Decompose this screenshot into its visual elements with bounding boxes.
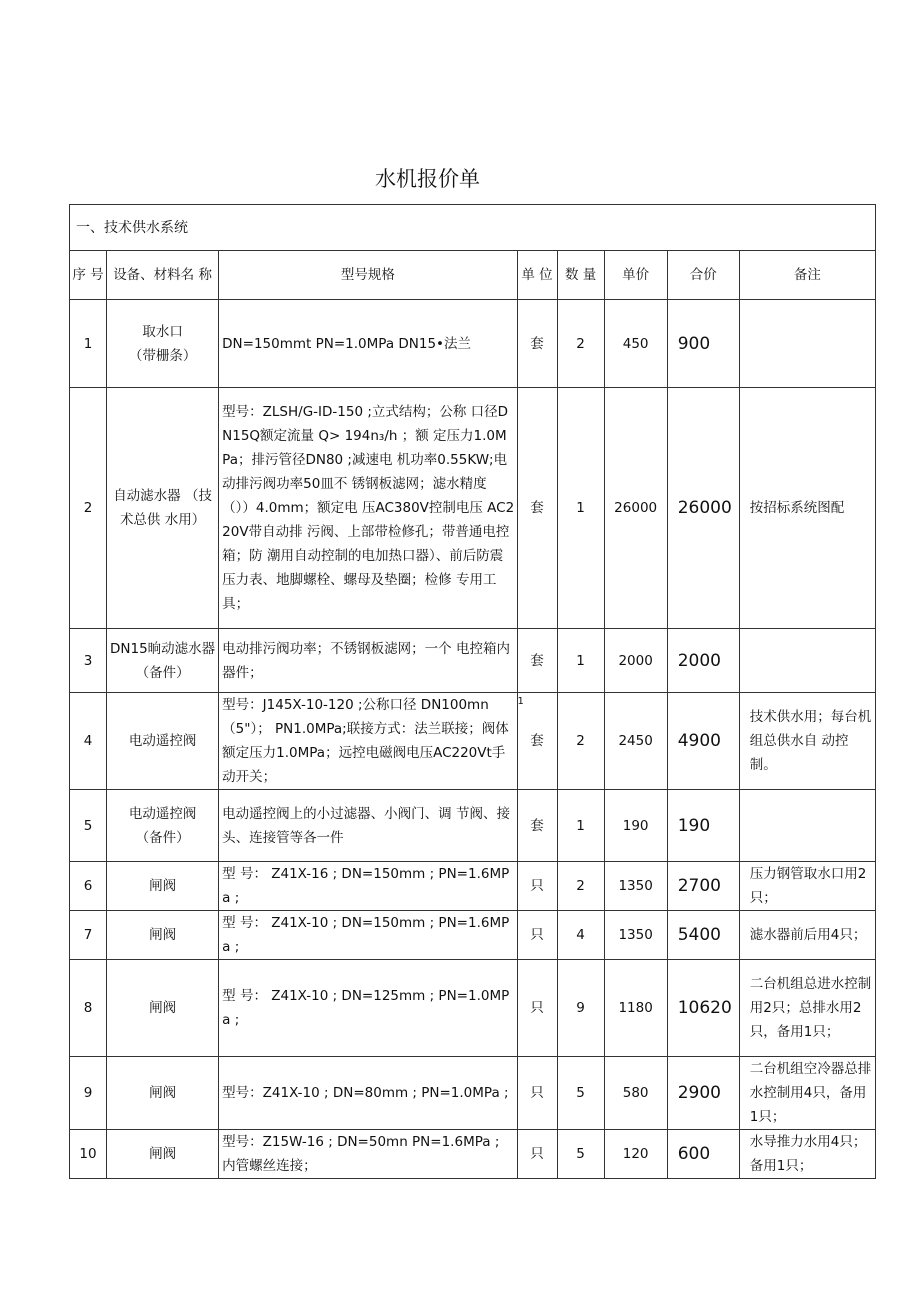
row-spec: DN=150mmt PN=1.0MPa DN15•法兰 (219, 300, 517, 388)
row-spec: 型号：J145X-10-120 ;公称口径 DN100mn （5"）； PN1.0MPa;联接方式：法兰联接；阀体额定压力1.0MPa；远控电磁阀电压AC220Vt手动开关； (219, 693, 517, 790)
row-note: 二台机组总进水控制用2只；总排水用2只，备用1只； (739, 960, 875, 1057)
row-qty: 5 (557, 1130, 604, 1179)
row-note (739, 300, 875, 388)
row-price: 2450 (604, 693, 667, 790)
page-title: 水机报价单 (375, 167, 480, 191)
row-unit: 套 1 (517, 693, 557, 790)
row-unit: 套 (517, 790, 557, 862)
row-total: 600 (667, 1130, 739, 1179)
row-qty: 9 (557, 960, 604, 1057)
row-name: 取水口 （带栅条） (107, 300, 219, 388)
row-total: 5400 (667, 911, 739, 960)
row-total: 900 (667, 300, 739, 388)
table-row (70, 629, 876, 693)
row-unit: 套 (517, 388, 557, 629)
row-price: 26000 (604, 388, 667, 629)
header-price: 单价 (604, 251, 667, 300)
row-note: 压力钢管取水口用2只； (739, 862, 875, 911)
header-qty: 数 量 (557, 251, 604, 300)
row-note: 滤水器前后用4只； (739, 911, 875, 960)
row-price: 1180 (604, 960, 667, 1057)
row-spec: 电动排污阀功率；不锈钢板滤网；一个 电控箱内器件； (219, 629, 517, 693)
table-row (70, 911, 876, 960)
row-qty: 1 (557, 790, 604, 862)
table-row (70, 960, 876, 1057)
row-qty: 2 (557, 862, 604, 911)
row-qty: 2 (557, 693, 604, 790)
header-spec: 型号规格 (219, 251, 517, 300)
row-note (739, 629, 875, 693)
row-name: 自动滤水器 （技术总供 水用） (107, 388, 219, 629)
row-price: 580 (604, 1057, 667, 1130)
row-price: 1350 (604, 911, 667, 960)
row-note: 二台机组空冷器总排水控制用4只，备用1只； (739, 1057, 875, 1130)
row-spec: 型号：Z41X-10 ; DN=80mm ; PN=1.0MPa ; (219, 1057, 517, 1130)
row-total: 10620 (667, 960, 739, 1057)
row-unit: 只 (517, 862, 557, 911)
quotation-table (69, 204, 876, 1179)
row-name: 闸阀 (107, 862, 219, 911)
row-name: 电动遥控阀 （备件） (107, 790, 219, 862)
row-total: 4900 (667, 693, 739, 790)
row-unit: 只 (517, 911, 557, 960)
row-note (739, 790, 875, 862)
row-no: 3 (70, 629, 107, 693)
row-no: 8 (70, 960, 107, 1057)
table-row (70, 693, 876, 790)
row-mark: 1 (517, 696, 524, 707)
row-total: 190 (667, 790, 739, 862)
row-price: 1350 (604, 862, 667, 911)
row-name: 闸阀 (107, 1130, 219, 1179)
table-row (70, 790, 876, 862)
row-total: 26000 (667, 388, 739, 629)
row-total: 2700 (667, 862, 739, 911)
row-no: 4 (70, 693, 107, 790)
row-qty: 5 (557, 1057, 604, 1130)
row-total: 2000 (667, 629, 739, 693)
section-title: 一、技术供水系统 (70, 205, 876, 251)
row-unit: 套 (517, 629, 557, 693)
row-name: DN15晌动滤水器（备件） (107, 629, 219, 693)
table-body (70, 300, 876, 1179)
row-note: 水导推力水用4只；备用1只； (739, 1130, 875, 1179)
row-no: 6 (70, 862, 107, 911)
row-qty: 1 (557, 629, 604, 693)
row-qty: 2 (557, 300, 604, 388)
row-no: 7 (70, 911, 107, 960)
table-row (70, 1057, 876, 1130)
row-spec: 型 号： Z41X-10 ; DN=150mm ; PN=1.6MPa ; (219, 911, 517, 960)
row-no: 9 (70, 1057, 107, 1130)
table-row (70, 1130, 876, 1179)
row-name: 闸阀 (107, 960, 219, 1057)
row-note: 技术供水用；每台机组总供水自 动控制。 (739, 693, 875, 790)
table-row (70, 300, 876, 388)
row-price: 2000 (604, 629, 667, 693)
row-note: 按招标系统图配 (739, 388, 875, 629)
header-no: 序 号 (70, 251, 107, 300)
row-unit: 只 (517, 960, 557, 1057)
header-row (70, 251, 876, 300)
table-row (70, 862, 876, 911)
row-name: 闸阀 (107, 911, 219, 960)
row-no: 2 (70, 388, 107, 629)
row-qty: 4 (557, 911, 604, 960)
row-total: 2900 (667, 1057, 739, 1130)
row-no: 10 (70, 1130, 107, 1179)
header-unit: 单 位 (517, 251, 557, 300)
row-price: 120 (604, 1130, 667, 1179)
row-spec: 型号：Z15W-16 ; DN=50mn PN=1.6MPa ; 内管螺丝连接； (219, 1130, 517, 1179)
row-unit: 只 (517, 1130, 557, 1179)
row-unit: 套 (517, 300, 557, 388)
row-no: 5 (70, 790, 107, 862)
row-name: 闸阀 (107, 1057, 219, 1130)
row-spec: 电动遥控阀上的小过滤器、小阀门、调 节阀、接头、连接管等各一件 (219, 790, 517, 862)
header-name: 设备、材料名 称 (107, 251, 219, 300)
row-no: 1 (70, 300, 107, 388)
row-qty: 1 (557, 388, 604, 629)
row-price: 450 (604, 300, 667, 388)
header-note: 备注 (739, 251, 875, 300)
header-total: 合价 (667, 251, 739, 300)
row-spec: 型 号： Z41X-16 ; DN=150mm ; PN=1.6MPa ; (219, 862, 517, 911)
row-price: 190 (604, 790, 667, 862)
row-spec: 型 号： Z41X-10 ; DN=125mm ; PN=1.0MPa ; (219, 960, 517, 1057)
table-row (70, 388, 876, 629)
row-spec: 型号：ZLSH/G-ID-150 ;立式结构；公称 口径DN15Q额定流量 Q> 194n₃/h ；额 定压力1.0MPa；排污管径DN80 ;减速电 机功率0.55KW;电动排污阀功率50皿不 锈钢板滤网；滤水精度 （））4.0mm；额定电 压AC380V控制电压 AC220V带自动排 污阀、上部带检修孔；带普通电控箱；防 潮用自动控制的电加热口器）、前后防震 压力表、地脚螺栓、螺母及垫圈；检修 专用工具； (219, 388, 517, 629)
section-row (70, 205, 876, 251)
row-unit: 只 (517, 1057, 557, 1130)
row-name: 电动遥控阀 (107, 693, 219, 790)
